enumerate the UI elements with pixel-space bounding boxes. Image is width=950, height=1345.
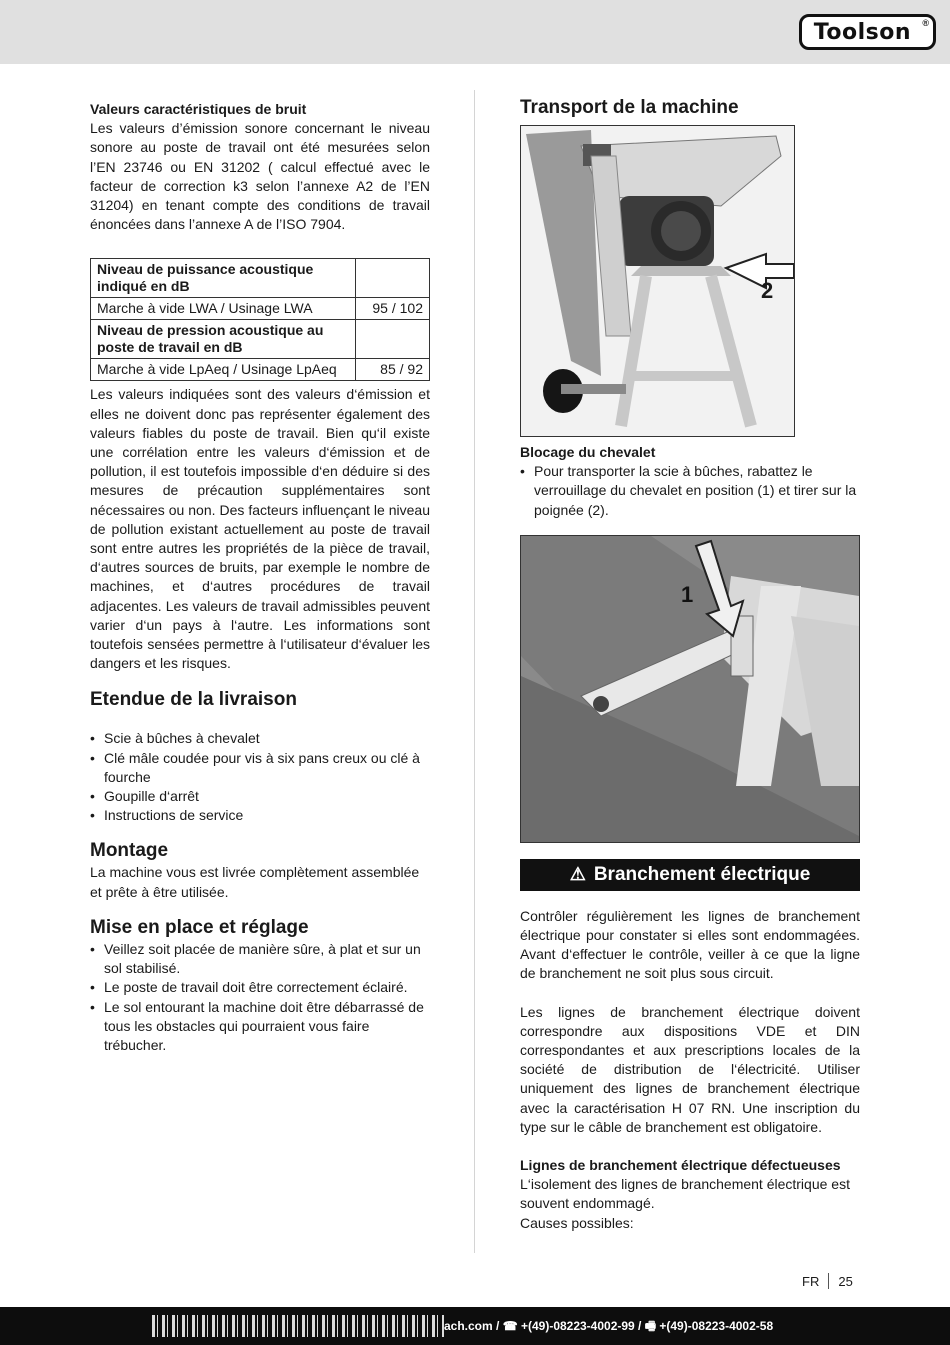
warning-triangle-icon: ⚠ xyxy=(569,864,586,885)
transport-title: Transport de la machine xyxy=(520,97,739,118)
table-cell-value: 85 / 92 xyxy=(356,359,430,381)
assembly-text: La machine vous est livrée complètement assemblée et prête à être utilisée. xyxy=(90,864,420,900)
table-row xyxy=(91,320,430,359)
right-column xyxy=(520,97,860,1233)
noise-table xyxy=(90,258,430,381)
table-row xyxy=(91,298,430,320)
defect-title: Lignes de branchement électrique défectueuses xyxy=(520,1157,841,1174)
list-item: • Pour transporter la scie à bûches, rabattez le verrouillage du chevalet en position (1) et tirer sur la poignée (2). xyxy=(520,463,857,518)
column-divider xyxy=(474,90,475,1253)
setup-title: Mise en place et réglage xyxy=(90,916,309,938)
registered-mark: ® xyxy=(922,18,929,28)
table-row xyxy=(91,259,430,298)
electrical-heading-bar xyxy=(520,859,860,891)
table-cell-label: Marche à vide LWA / Usinage LWA xyxy=(91,298,356,320)
table-cell-label: Niveau de pression acoustique au poste de travail en dB xyxy=(91,320,356,359)
electrical-p1: Contrôler régulièrement les lignes de branchement électrique pour constater si elles sont endommagées. Avant d‘effectuer le contrôle, veiller à ce que la ligne de branchement ne soit plus sous circuit. xyxy=(520,907,860,982)
delivery-title: Etendue de la livraison xyxy=(90,689,297,711)
assembly-title: Montage xyxy=(90,840,169,862)
noise-title: Valeurs caractéristiques de bruit xyxy=(90,101,307,117)
delivery-list xyxy=(90,729,430,825)
blocking-list xyxy=(520,462,860,520)
list-item: • Le sol entourant la machine doit être débarrassé de tous les obstacles qui pourraient vous faire trébucher. xyxy=(90,998,424,1053)
page-num: 25 xyxy=(838,1273,853,1289)
brand-logo-text: Toolson xyxy=(813,19,911,45)
blocking-title: Blocage du chevalet xyxy=(520,444,656,460)
page-number xyxy=(802,1273,853,1289)
page-number-separator xyxy=(828,1273,829,1289)
footer-glitch-artifact xyxy=(152,1315,444,1337)
list-item: • Instructions de service xyxy=(90,807,244,824)
table-cell-value xyxy=(356,320,430,359)
callout-label-2: 2 xyxy=(761,278,774,303)
left-column xyxy=(90,100,430,1055)
table-row xyxy=(91,359,430,381)
noise-body: Les valeurs indiquées sont des valeurs d‘émission et elles ne doivent donc pas représenter également des valeurs fiables du poste de travail. Bien qu‘il existe une corrélation entre les valeurs d‘émission et de pollution, il est toutefois impossible d‘en déduire si des mesures de précaution supplémentaires sont nécessaires ou non. Des facteurs influençant le niveau de pollution existant actuellement au poste de travail sont entre autres les propriétés de la pièce de travail, d‘autres sources de bruits, par exemple le nombre de machines, et d‘autres procédures de travail adjacentes. Les valeurs de travail admissibles peuvent varier d‘un pays à l‘autre. Les informations sont toutefois sensées permettre à l‘utilisateur d‘évaluer les dangers et les risques. xyxy=(90,386,430,672)
stand-lock-photo xyxy=(520,535,860,843)
table-cell-label: Niveau de puissance acoustique indiqué en dB xyxy=(91,259,356,298)
list-item: • Le poste de travail doit être correctement éclairé. xyxy=(90,979,408,996)
list-item: • Scie à bûches à chevalet xyxy=(90,730,260,747)
defect-text: L‘isolement des lignes de branchement électrique est souvent endommagé. xyxy=(520,1176,850,1212)
page-header xyxy=(0,0,950,64)
footer-contact: ach.com / ☎ +(49)-08223-4002-99 / 🖷 +(49)-08223-4002-58 xyxy=(444,1319,774,1333)
list-item: • Goupille d‘arrêt xyxy=(90,788,199,805)
list-item: • Veillez soit placée de manière sûre, à plat et sur un sol stabilisé. xyxy=(90,940,421,977)
table-cell-value: 95 / 102 xyxy=(356,298,430,320)
brand-logo xyxy=(799,14,936,50)
electrical-p2: Les lignes de branchement électrique doivent correspondre aux dispositions VDE et DIN correspondantes et aux prescriptions locales de la société de distribution de l‘électricité. Utiliser uniquement des lignes de branchement électrique avec la caractérisation H 07 RN. Une inscription du type sur le câble de branchement est obligatoire. xyxy=(520,1003,860,1135)
noise-intro: Les valeurs d’émission sonore concernant le niveau sonore au poste de travail ont été mesurées selon l’EN 23746 ou EN 31202 ( calcul effectué avec le facteur de correction k3 selon l’annexe A2 de l’EN 31204) en tenant compte des conditions de travail énoncées dans l’annexe A de l’ISO 7904. xyxy=(90,120,430,233)
electrical-title: Branchement électrique xyxy=(593,863,811,885)
page-lang: FR xyxy=(802,1273,820,1289)
page-footer xyxy=(0,1307,950,1345)
setup-list xyxy=(90,940,430,1055)
causes-label: Causes possibles: xyxy=(520,1214,634,1231)
machine-photo xyxy=(520,125,795,437)
table-cell-value xyxy=(356,259,430,298)
callout-label-1: 1 xyxy=(681,581,694,607)
list-item: • Clé mâle coudée pour vis à six pans creux ou clé à fourche xyxy=(90,749,420,785)
table-cell-label: Marche à vide LpAeq / Usinage LpAeq xyxy=(91,359,356,381)
